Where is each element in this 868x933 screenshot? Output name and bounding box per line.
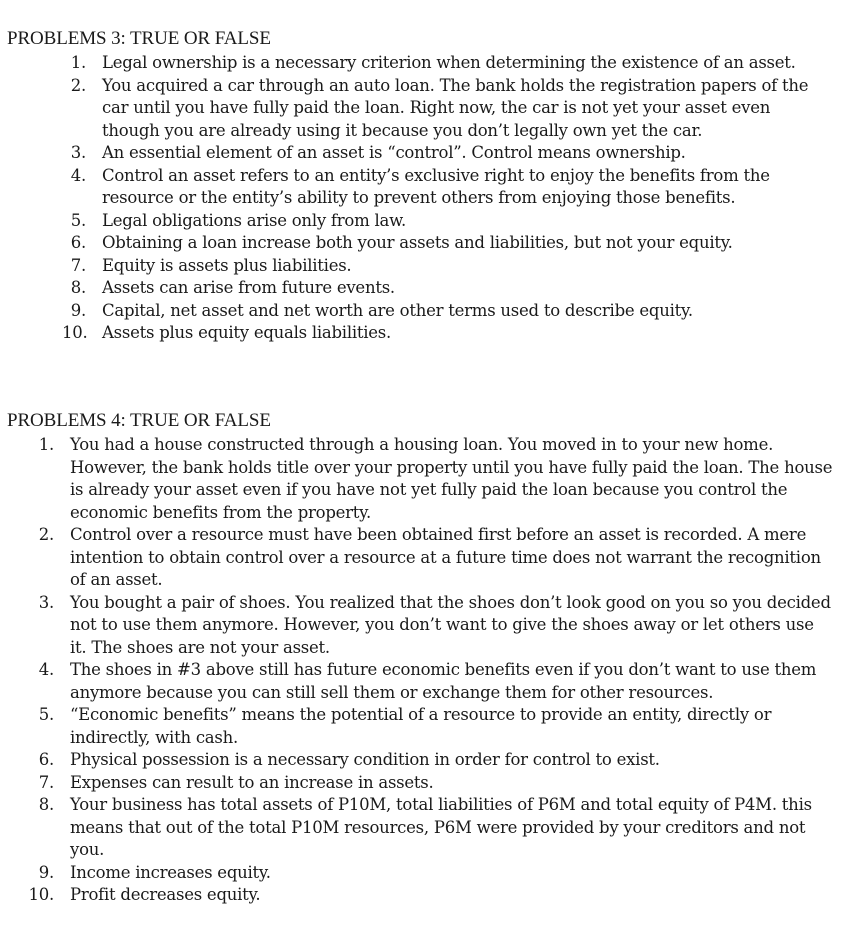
problems-4-item-9 — [0, 862, 835, 885]
item-text: Legal obligations arise only from law. — [102, 210, 406, 230]
problems-4-item-2 — [0, 524, 835, 592]
problems-3-item-1 — [0, 52, 829, 75]
problems-4-item-6 — [0, 749, 835, 772]
item-text: Income increases equity. — [70, 862, 271, 882]
item-text: Profit decreases equity. — [70, 885, 261, 904]
problems-4-item-8 — [0, 794, 835, 862]
problems-3-list — [0, 52, 829, 345]
item-text: Your business has total assets of P10M, total liabilities of P6M and total equity of P4M. this means that out of the total P10M resources, P6M were provided by your creditors and not you. — [70, 795, 812, 859]
item-text: Assets plus equity equals liabilities. — [102, 323, 392, 342]
item-number: 5. — [38, 705, 54, 724]
item-number: 4. — [70, 165, 86, 185]
item-text: Equity is assets plus liabilities. — [102, 255, 352, 275]
problems-4-heading: PROBLEMS 4: TRUE OR FALSE — [7, 410, 271, 431]
item-number: 5. — [70, 210, 86, 230]
problems-4-list — [0, 434, 835, 907]
item-text: An essential element of an asset is “control”. Control means ownership. — [102, 143, 686, 162]
item-number: 8. — [38, 795, 54, 814]
item-number: 3. — [70, 143, 86, 162]
problems-3-item-6 — [0, 232, 829, 255]
item-number: 7. — [38, 772, 54, 792]
item-number: 9. — [70, 300, 86, 320]
problems-3-item-7 — [0, 255, 829, 278]
item-text: Obtaining a loan increase both your assets and liabilities, but not your equity. — [102, 233, 733, 252]
item-text: Control over a resource must have been obtained first before an asset is recorded. A mere intention to obtain control over a resource at a future time does not warrant the recognition of an asset. — [70, 525, 821, 589]
item-number: 10. — [62, 323, 88, 342]
item-text: You had a house constructed through a housing loan. You moved in to your new home. However, the bank holds title over your property until you have fully paid the loan. The house is already your asset even if you have not yet fully paid the loan because you control the economic benefits from the property. — [70, 435, 833, 522]
problems-3-item-9 — [0, 300, 829, 323]
item-number: 1. — [70, 53, 86, 72]
item-number: 2. — [38, 525, 54, 544]
problems-4-item-5 — [0, 704, 835, 749]
problems-4-item-4 — [0, 659, 835, 704]
item-number: 7. — [70, 255, 86, 275]
problems-3-item-4 — [0, 165, 829, 210]
item-number: 2. — [70, 75, 86, 95]
item-text: You acquired a car through an auto loan. The bank holds the registration papers of the car until you have fully paid the loan. Right now, the car is not yet your asset even though you are already using it because you don’t legally own yet the car. — [102, 75, 809, 140]
item-number: 8. — [70, 278, 86, 297]
problems-3-item-5 — [0, 210, 829, 233]
item-text: Control an asset refers to an entity’s exclusive right to enjoy the benefits from the resource or the entity’s ability to prevent others from enjoying those benefits. — [102, 165, 770, 207]
problems-4-item-3 — [0, 592, 835, 660]
problems-4-item-7 — [0, 772, 835, 795]
item-number: 6. — [38, 750, 54, 769]
item-text: Expenses can result to an increase in assets. — [70, 772, 434, 792]
item-text: You bought a pair of shoes. You realized that the shoes don’t look good on you so you decided not to use them anymore. However, you don’t want to give the shoes away or let others use it. The shoes are not your asset. — [70, 592, 831, 657]
item-text: Capital, net asset and net worth are other terms used to describe equity. — [102, 300, 693, 320]
item-text: Physical possession is a necessary condition in order for control to exist. — [70, 750, 660, 769]
item-number: 1. — [38, 435, 54, 454]
problems-3-heading: PROBLEMS 3: TRUE OR FALSE — [7, 28, 271, 49]
item-text: The shoes in #3 above still has future economic benefits even if you don’t want to use them anymore because you can still sell them or exchange them for other resources. — [70, 660, 817, 702]
problems-3-item-8 — [0, 277, 829, 300]
item-number: 10. — [28, 885, 54, 904]
item-number: 9. — [38, 862, 54, 882]
item-number: 4. — [38, 660, 54, 679]
problems-3-item-10 — [0, 322, 829, 345]
problems-4-item-1 — [0, 434, 835, 524]
item-text: “Economic benefits” means the potential of a resource to provide an entity, directly or indirectly, with cash. — [70, 705, 772, 747]
item-text: Legal ownership is a necessary criterion when determining the existence of an asset. — [102, 53, 796, 72]
problems-3-item-2 — [0, 75, 829, 143]
item-number: 6. — [70, 233, 86, 252]
item-text: Assets can arise from future events. — [102, 278, 395, 297]
problems-4-item-10 — [0, 884, 835, 907]
item-number: 3. — [38, 592, 54, 612]
problems-3-item-3 — [0, 142, 829, 165]
